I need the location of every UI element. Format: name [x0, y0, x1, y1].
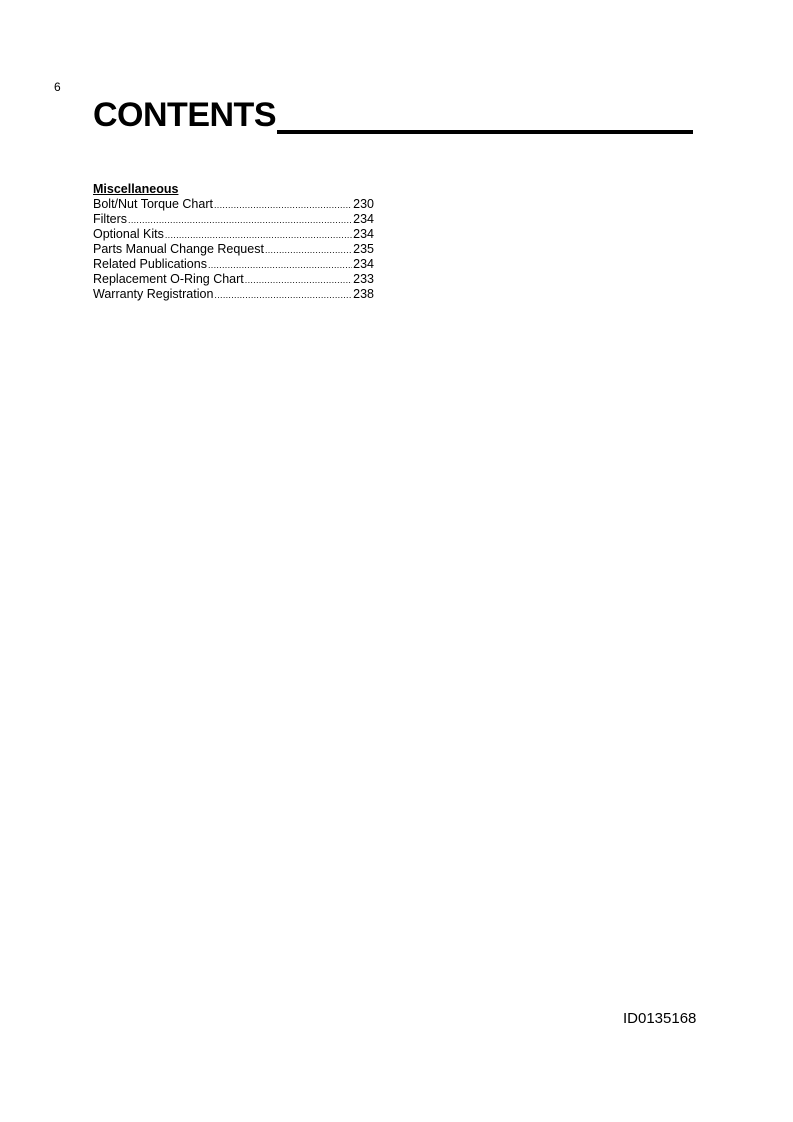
toc-entry-replacement-o-ring-chart[interactable]: [93, 272, 374, 287]
toc-entry-label: Warranty Registration: [93, 287, 214, 301]
dot-leader: [128, 213, 352, 227]
toc-entry-page: 235: [353, 242, 374, 256]
toc-entry-page: 230: [353, 197, 374, 211]
dot-leader: [208, 258, 352, 272]
toc-entry-label: Filters: [93, 212, 128, 226]
toc-entry-label: Optional Kits: [93, 227, 164, 241]
toc-entry-label: Parts Manual Change Request: [93, 242, 264, 256]
toc-entry-page: 234: [353, 257, 374, 271]
page-title: CONTENTS: [93, 96, 276, 134]
toc-entry-related-publications[interactable]: [93, 257, 374, 272]
contents-header: [93, 95, 693, 135]
toc-entry-page: 234: [353, 212, 374, 226]
section-heading: Miscellaneous: [93, 182, 179, 196]
page-number: 6: [54, 80, 61, 94]
toc-entry-label: Related Publications: [93, 257, 207, 271]
dot-leader: [245, 273, 352, 287]
dot-leader: [214, 288, 352, 302]
dot-leader: [214, 198, 352, 212]
title-underline-rule: [277, 130, 693, 134]
toc-entry-parts-manual-change-request[interactable]: [93, 242, 374, 257]
toc-entry-warranty-registration[interactable]: [93, 287, 374, 302]
toc-entry-page: 234: [353, 227, 374, 241]
dot-leader: [165, 228, 352, 242]
toc-entry-label: Bolt/Nut Torque Chart: [93, 197, 213, 211]
toc-entry-filters[interactable]: [93, 212, 374, 227]
document-id: ID0135168: [623, 1010, 697, 1027]
toc-entry-bolt-nut-torque-chart[interactable]: [93, 197, 374, 212]
toc-section-miscellaneous: [93, 182, 374, 302]
toc-entry-label: Replacement O-Ring Chart: [93, 272, 244, 286]
dot-leader: [265, 243, 352, 257]
toc-entry-optional-kits[interactable]: [93, 227, 374, 242]
toc-list: [93, 197, 374, 302]
toc-entry-page: 233: [353, 272, 374, 286]
toc-entry-page: 238: [353, 287, 374, 301]
